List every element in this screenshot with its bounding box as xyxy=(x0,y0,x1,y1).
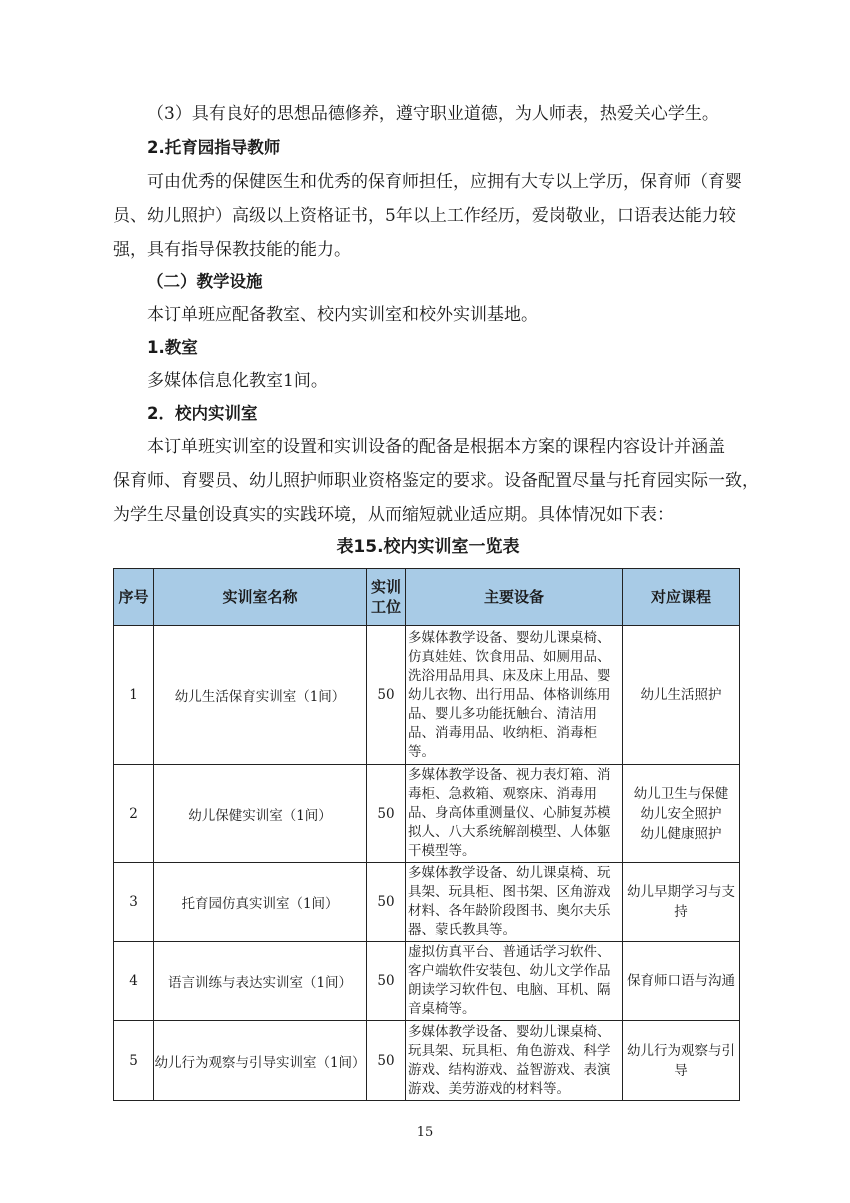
cell-room-name: 幼儿生活保育实训室（1间） xyxy=(154,626,367,765)
heading-teaching-facilities: （二）教学设施 xyxy=(147,272,263,291)
cell-no: 1 xyxy=(114,626,154,765)
paragraph-instructor-3: 强，具有指导保教技能的能力。 xyxy=(113,240,351,260)
cell-no: 3 xyxy=(114,863,154,942)
paragraph-instructor-1: 可由优秀的保健医生和优秀的保育师担任，应拥有大专以上学历，保育师（育婴 xyxy=(147,172,742,192)
paragraph-classroom: 多媒体信息化教室1间。 xyxy=(147,371,328,391)
cell-equipment: 多媒体教学设备、视力表灯箱、消毒柜、急救箱、观察床、消毒用品、身高体重测量仪、心肺复苏模拟人、八大系统解剖模型、人体躯干模型等。 xyxy=(406,765,623,863)
cell-room-name: 幼儿行为观察与引导实训室（1间） xyxy=(154,1021,367,1101)
table-row xyxy=(114,942,740,1021)
cell-course: 幼儿早期学习与支持 xyxy=(623,863,740,942)
cell-equipment: 多媒体教学设备、婴幼儿课桌椅、仿真娃娃、饮食用品、如厕用品、洗浴用品用具、床及床上用品、婴幼儿衣物、出行用品、体格训练用品、婴儿多功能抚触台、清洁用品、消毒用品、收纳柜、消毒柜等。 xyxy=(406,626,623,765)
cell-course: 保育师口语与沟通 xyxy=(623,942,740,1021)
cell-equipment: 多媒体教学设备、婴幼儿课桌椅、玩具架、玩具柜、角色游戏、科学游戏、结构游戏、益智游戏、表演游戏、美劳游戏的材料等。 xyxy=(406,1021,623,1101)
paragraph-facilities: 本订单班应配备教室、校内实训室和校外实训基地。 xyxy=(147,305,538,325)
cell-seats: 50 xyxy=(367,1021,406,1101)
table-row xyxy=(114,765,740,863)
table-header-row xyxy=(114,569,740,626)
heading-training-room: 2．校内实训室 xyxy=(147,404,258,423)
training-room-table xyxy=(113,568,740,1101)
cell-seats: 50 xyxy=(367,765,406,863)
cell-seats: 50 xyxy=(367,942,406,1021)
header-room-name: 实训室名称 xyxy=(154,569,367,626)
cell-no: 4 xyxy=(114,942,154,1021)
cell-equipment: 多媒体教学设备、幼儿课桌椅、玩具架、玩具柜、图书架、区角游戏材料、各年龄阶段图书、奥尔夫乐器、蒙氏教具等。 xyxy=(406,863,623,942)
header-seats: 实训工位 xyxy=(367,569,406,626)
paragraph-instructor-2: 员、幼儿照护）高级以上资格证书，5年以上工作经历，爱岗敬业，口语表达能力较 xyxy=(113,206,736,226)
paragraph-training-3: 为学生尽量创设真实的实践环境，从而缩短就业适应期。具体情况如下表： xyxy=(113,505,674,525)
paragraph-training-2: 保育师、育婴员、幼儿照护师职业资格鉴定的要求。设备配置尽量与托育园实际一致， xyxy=(113,471,759,491)
cell-course: 幼儿行为观察与引导 xyxy=(623,1021,740,1101)
table-caption: 表15.校内实训室一览表 xyxy=(336,537,520,557)
cell-equipment: 虚拟仿真平台、普通话学习软件、客户端软件安装包、幼儿文学作品朗读学习软件包、电脑、耳机、隔音桌椅等。 xyxy=(406,942,623,1021)
cell-course: 幼儿卫生与保健 幼儿安全照护 幼儿健康照护 xyxy=(623,765,740,863)
cell-no: 2 xyxy=(114,765,154,863)
paragraph-moral: （3）具有良好的思想品德修养，遵守职业道德，为人师表，热爱关心学生。 xyxy=(147,104,719,124)
cell-room-name: 语言训练与表达实训室（1间） xyxy=(154,942,367,1021)
header-equipment: 主要设备 xyxy=(406,569,623,626)
cell-no: 5 xyxy=(114,1021,154,1101)
paragraph-training-1: 本订单班实训室的设置和实训设备的配备是根据本方案的课程内容设计并涵盖 xyxy=(147,437,725,457)
page-number: 15 xyxy=(416,1125,434,1140)
cell-room-name: 幼儿保健实训室（1间） xyxy=(154,765,367,863)
table-row xyxy=(114,626,740,765)
cell-room-name: 托育园仿真实训室（1间） xyxy=(154,863,367,942)
cell-seats: 50 xyxy=(367,626,406,765)
heading-classroom: 1.教室 xyxy=(147,338,198,357)
cell-course: 幼儿生活照护 xyxy=(623,626,740,765)
table-row xyxy=(114,1021,740,1101)
table-row xyxy=(114,863,740,942)
header-course: 对应课程 xyxy=(623,569,740,626)
header-no: 序号 xyxy=(114,569,154,626)
cell-seats: 50 xyxy=(367,863,406,942)
heading-kindergarten-instructor: 2.托育园指导教师 xyxy=(147,138,281,157)
